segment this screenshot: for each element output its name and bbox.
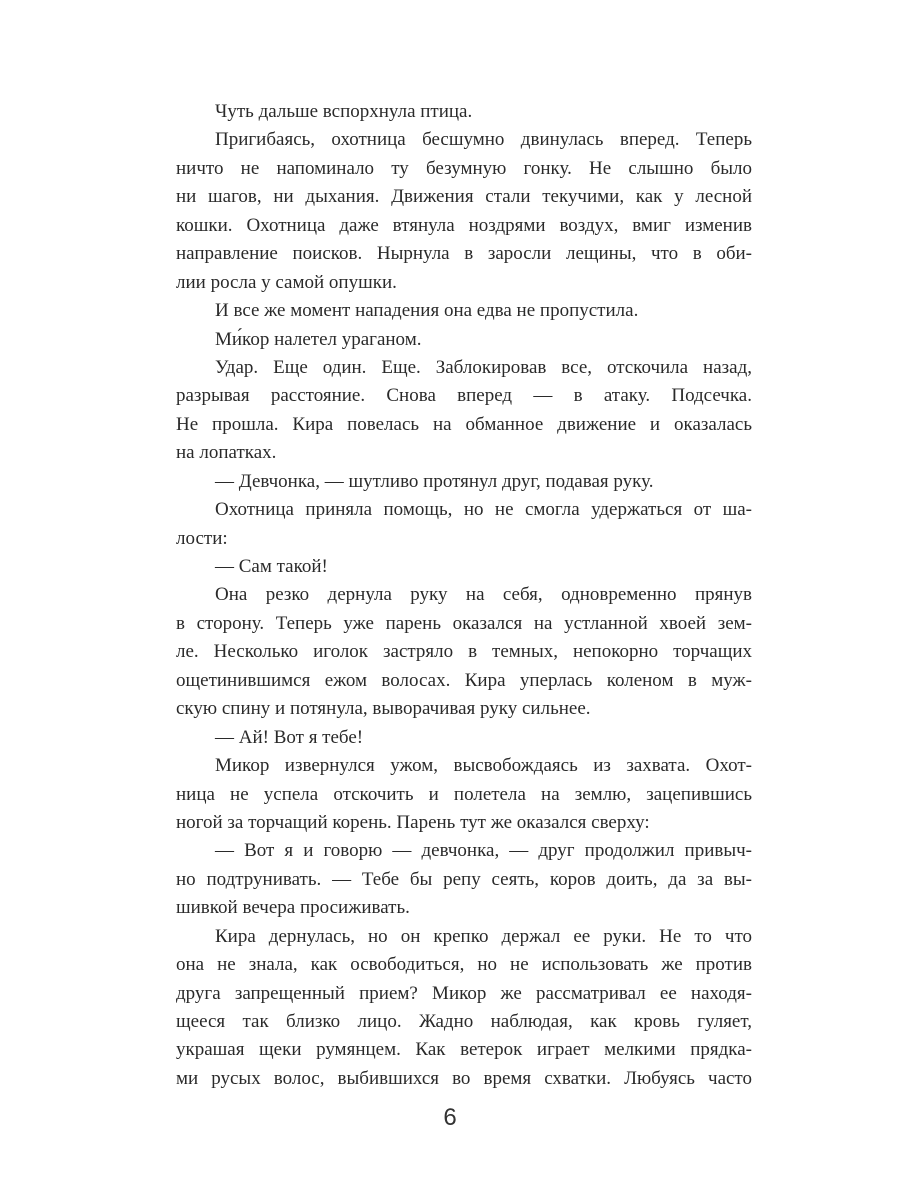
text-line: но подтрунивать. — Тебе бы репу сеять, коров доить, да за вы- <box>176 868 752 890</box>
text-line: Чуть дальше вспорхнула птица. <box>215 101 473 122</box>
text-line: Ми́кор налетел ураганом. <box>215 328 422 350</box>
text-line: Охотница приняла помощь, но не смогла удержаться от ша- <box>215 499 752 521</box>
text-line: на лопатках. <box>176 442 277 464</box>
text-line: ни шагов, ни дыхания. Движения стали текучими, как у лесной <box>176 186 752 208</box>
text-line: щееся так близко лицо. Жадно наблюдая, как кровь гуляет, <box>176 1011 752 1032</box>
text-line: Удар. Еще один. Еще. Заблокировав все, отскочила назад, <box>215 356 752 378</box>
page-body-text <box>176 98 752 1093</box>
text-line: ощетинившимся ежом волосах. Кира уперлась коленом в муж- <box>176 669 752 691</box>
text-line: — Сам такой! <box>215 556 328 577</box>
text-line: лии росла у самой опушки. <box>176 271 397 293</box>
text-line: ми русых волос, выбившихся во время схватки. Любуясь часто <box>176 1067 752 1089</box>
text-line: украшая щеки румянцем. Как ветерок играет мелкими прядка- <box>176 1039 752 1061</box>
text-line: Она резко дернула руку на себя, одновременно прянув <box>215 584 752 606</box>
text-line: Кира дернулась, но он крепко держал ее руки. Не то что <box>215 925 752 947</box>
text-line: друга запрещенный прием? Микор же рассматривал ее находя- <box>176 982 752 1004</box>
text-line: лости: <box>176 527 228 549</box>
text-line: кошки. Охотница даже втянула ноздрями воздух, вмиг изменив <box>176 214 752 236</box>
text-line: направление поисков. Нырнула в заросли лещины, что в оби- <box>176 243 752 265</box>
text-line: Микор извернулся ужом, высвобождаясь из захвата. Охот- <box>215 755 752 777</box>
text-line: Не прошла. Кира повелась на обманное движение и оказалась <box>176 413 752 435</box>
text-line: ле. Несколько иголок застряло в темных, непокорно торчащих <box>176 641 752 663</box>
text-line: — Девчонка, — шутливо протянул друг, подавая руку. <box>215 470 654 492</box>
text-line: ничто не напоминало ту безумную гонку. Не слышно было <box>176 157 752 179</box>
text-line: шивкой вечера просиживать. <box>176 897 410 919</box>
text-line: ногой за торчащий корень. Парень тут же оказался сверху: <box>176 811 650 833</box>
text-line: Пригибаясь, охотница бесшумно двинулась вперед. Теперь <box>215 129 752 151</box>
text-line: она не знала, как освободиться, но не использовать же против <box>176 954 752 976</box>
text-line: ница не успела отскочить и полетела на землю, зацепившись <box>176 783 752 805</box>
text-line: — Вот я и говорю — девчонка, — друг продолжил привыч- <box>215 840 752 862</box>
page-number: 6 <box>443 1104 457 1131</box>
text-line: И все же момент нападения она едва не пропустила. <box>215 300 639 322</box>
text-line: скую спину и потянула, выворачивая руку сильнее. <box>176 698 591 720</box>
text-line: разрывая расстояние. Снова вперед — в атаку. Подсечка. <box>176 385 752 407</box>
text-line: в сторону. Теперь уже парень оказался на устланной хвоей зем- <box>176 612 752 634</box>
text-line: — Ай! Вот я тебе! <box>215 726 364 748</box>
